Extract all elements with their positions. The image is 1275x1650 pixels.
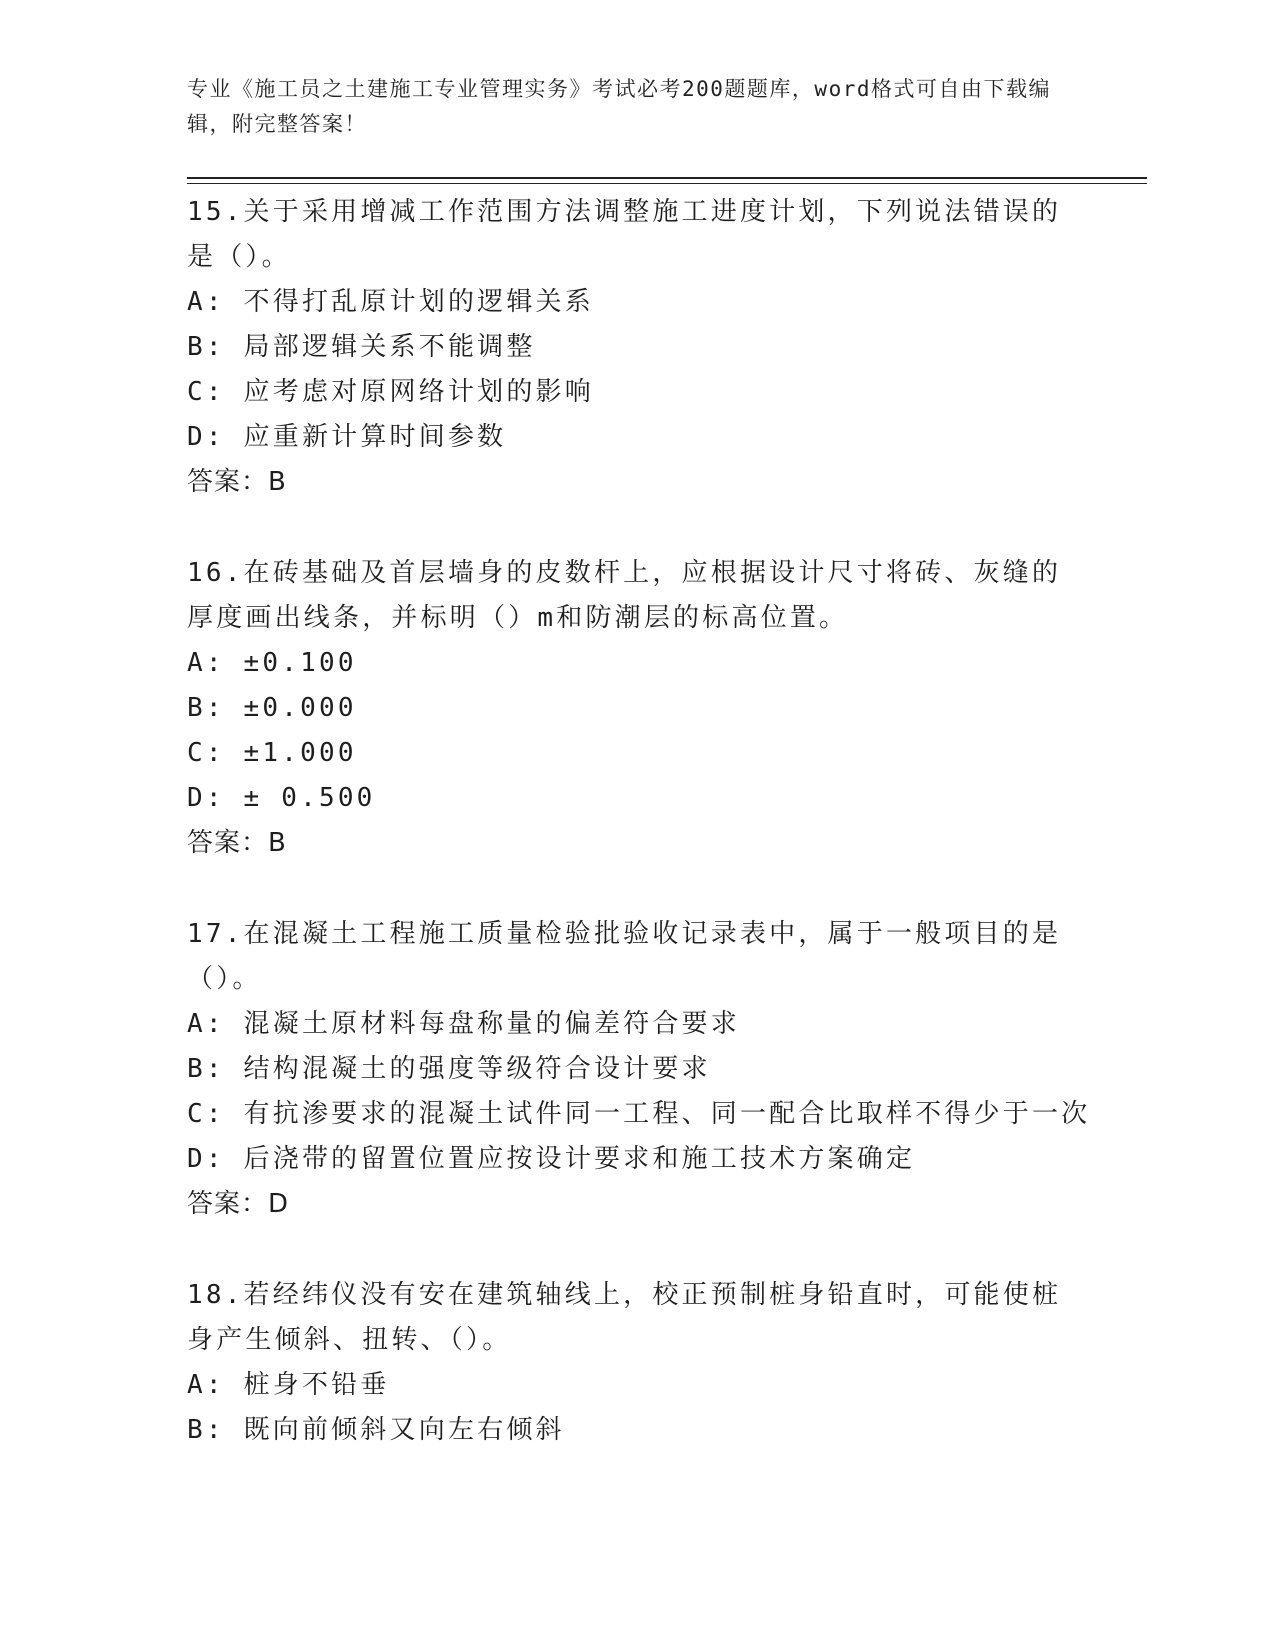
header-divider-thick: [187, 177, 1147, 179]
option-d: D: 应重新计算时间参数: [187, 422, 507, 452]
question-stem: 17.在混凝土工程施工质量检验批验收记录表中，属于一般项目的是（）。: [187, 919, 1062, 994]
question-15: [187, 190, 1087, 505]
option-d: D: 后浇带的留置位置应按设计要求和施工技术方案确定: [187, 1144, 916, 1174]
option-b: B: ±0.000: [187, 693, 357, 723]
option-b: B: 结构混凝土的强度等级符合设计要求: [187, 1054, 711, 1084]
option-c: C: 应考虑对原网络计划的影响: [187, 377, 594, 407]
question-16: [187, 551, 1087, 866]
option-c: C: ±1.000: [187, 738, 357, 768]
answer-line: 答案：B: [187, 467, 287, 497]
header-divider-thin: [187, 183, 1147, 184]
question-17: [187, 912, 1091, 1227]
document-header: 专业《施工员之土建施工专业管理实务》考试必考200题题库，word格式可自由下载编辑，附完整答案！: [187, 77, 1051, 136]
option-a: A: ±0.100: [187, 648, 357, 678]
question-stem: 18.若经纬仪没有安在建筑轴线上，校正预制桩身铅直时，可能使桩身产生倾斜、扭转、（）。: [187, 1280, 1062, 1355]
option-b: B: 局部逻辑关系不能调整: [187, 332, 536, 362]
question-list: [187, 190, 1091, 1499]
question-stem: 15.关于采用增减工作范围方法调整施工进度计划，下列说法错误的是（）。: [187, 197, 1062, 272]
option-d: D: ± 0.500: [187, 783, 376, 813]
answer-line: 答案：B: [187, 828, 287, 858]
option-a: A: 不得打乱原计划的逻辑关系: [187, 287, 594, 317]
question-18: [187, 1273, 1087, 1453]
option-a: A: 桩身不铅垂: [187, 1370, 390, 1400]
option-b: B: 既向前倾斜又向左右倾斜: [187, 1415, 565, 1445]
option-a: A: 混凝土原材料每盘称量的偏差符合要求: [187, 1009, 740, 1039]
question-stem: 16.在砖基础及首层墙身的皮数杆上，应根据设计尺寸将砖、灰缝的厚度画出线条，并标明（）m和防潮层的标高位置。: [187, 558, 1062, 633]
answer-line: 答案：D: [187, 1189, 290, 1219]
option-c: C: 有抗渗要求的混凝土试件同一工程、同一配合比取样不得少于一次: [187, 1099, 1091, 1129]
